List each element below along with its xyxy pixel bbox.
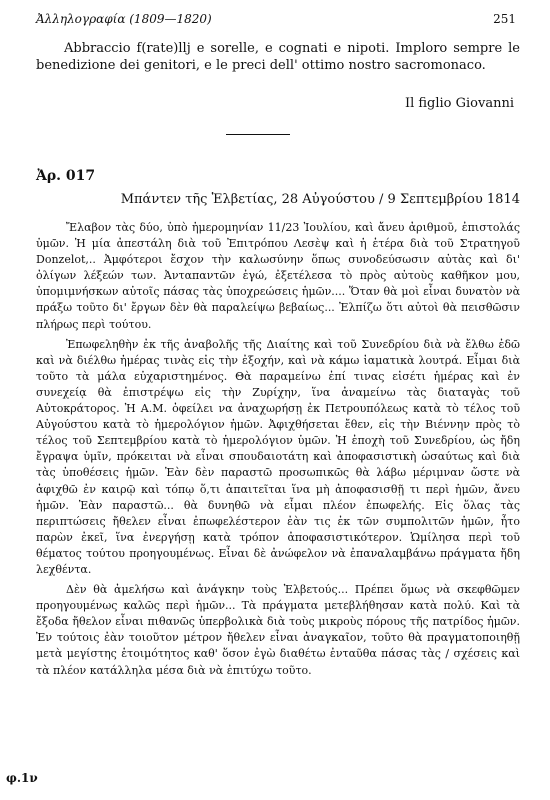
- margin-folio-note: φ.1ν: [6, 771, 38, 785]
- letter-paragraph: Ἐπωφεληθὴν ἐκ τῆς ἀναβολῆς τῆς Διαίτης καὶ τοῦ Συνεδρίου διὰ νὰ ἔλθω ἐδῶ καὶ νὰ διέλθω ἡμέρας τινὰς εἰς τὴν ἐξοχήν, καὶ νὰ κάμω ἰαματικὰ λουτρά. Εἶμαι διὰ τοῦτο τὰ μάλα εὐχαριστημένος. Θὰ παραμείνω ἐπί τινας εἰσέτι ἡμέρας καὶ ἐν συνεχείᾳ θὰ ἐπιστρέψω εἰς τὴν Ζυρίχην, ἵνα ἀναμείνω τὰς διαταγὰς τοῦ Αὐτοκράτορος. Ἡ Α.Μ. ὀφείλει να ἀναχωρήσῃ ἐκ Πετρουπόλεως κατὰ τὸ τέλος τοῦ Αὐγούστου κατὰ τὸ ἡμερολόγιον ἡμῶν. Ἀφιχθήσεται ἔθεν, εἰς τὴν Βιέννην πρὸς τὸ τέλος τοῦ Σεπτεμβρίου κατὰ τὸ ἡμερολόγιον ὑμῶν. Ἡ ἐποχὴ τοῦ Συνεδρίου, ὡς ἤδη ἔγραψα ὑμῖν, πρόκειται νὰ εἶναι σπουδαιοτάτη καὶ ἀποφασιστικὴ ὡσαύτως καὶ διὰ τὰς ὑποθέσεις ἡμῶν. Ἐὰν δὲν παραστῶ προσωπικῶς θὰ λάβω μέριμναν ὥστε νὰ ἀφιχθῶ ἐν καιρῷ καὶ τόπῳ ὅ,τι ἀπαιτεῖται ἵνα μὴ ἀποφασισθῇ τι περὶ ἡμῶν, ἄνευ ἡμῶν. Ἐὰν παραστῶ... θὰ δυνηθῶ νὰ εἶμαι πλέον ἐπωφελής. Εἰς ὅλας τὰς περιπτώσεις ἤθελεν εἶναι ἐπωφελέστερον ἐὰν τις ἐκ τῶν συμπολιτῶν ἡμῶν, ἦτο παρὼν ἐκεῖ, ἵνα ἐνεργήσῃ κατὰ τρόπον ἀποφασιστικότερον. Ὡμίλησα περὶ τοῦ θέματος τούτου προηγουμένως. Εἶναι δὲ ἀνώφελον νὰ ἐπαναλαμβάνω πράγματα ἤδη λεχθέντα.: [36, 337, 520, 576]
- letter-body: [36, 220, 520, 679]
- letter-number: Ἀρ. 017: [36, 168, 96, 184]
- page-number: 251: [493, 12, 516, 26]
- closing-paragraph: Abbraccio f(rate)llj e sorelle, e cognati e nipoti. Imploro sempre le benedizione dei genitori, e le preci dell' ottimo nostro sacromonaco.: [36, 41, 520, 73]
- running-head-title: Ἀλληλογραφία (1809—1820): [36, 12, 212, 26]
- section-divider: [226, 134, 290, 135]
- running-head: [36, 12, 516, 26]
- previous-letter-closing: [36, 40, 520, 74]
- letter-paragraph: Ἔλαβον τὰς δύο, ὑπὸ ἡμερομηνίαν 11/23 Ἰουλίου, καὶ ἄνευ ἀριθμοῦ, ἐπιστολάς ὑμῶν. Ἡ μία ἀπεστάλη διὰ τοῦ Ἐπιτρόπου Λεσὲψ καὶ ἡ ἑτέρα διὰ τοῦ Στρατηγοῦ Donzelot,.. Ἀμφότεροι ἔσχον τὴν καλωσύνην ὅπως συνοδεύσωσιν αὐτὰς καὶ δι' ὀλίγων λέξεών των. Ἀνταπαντῶν ἐγώ, ἐξετέλεσα τὸ πρὸς αὐτοὺς καθῆκον μου, ὑπομιμνήσκων αὐτοῖς πάσας τὰς ὑποχρεώσεις ἡμῶν.... Ὅταν θὰ μοὶ εἶναι δυνατὸν νὰ πράξω τοῦτο δι' ἔργων δὲν θὰ παραλείψω βεβαίως... Ἐλπίζω ὅτι αὐτοὶ θὰ πεισθῶσιν πλήρως περὶ τούτου.: [36, 221, 520, 331]
- letter-dateline: Μπάντεν τῆς Ἑλβετίας, 28 Αὐγούστου / 9 Σεπτεμβρίου 1814: [120, 192, 520, 207]
- signature: Il figlio Giovanni: [404, 96, 514, 111]
- letter-paragraph: Δὲν θὰ ἀμελήσω καὶ ἀνάγκην τοὺς Ἑλβετούς... Πρέπει ὅμως νὰ σκεφθῶμεν προηγουμένως καλῶς περὶ ἡμῶν... Τὰ πράγματα μετεβλήθησαν κατὰ πολύ. Καὶ τὰ ἔξοδα ἤθελον εἶναι πιθανῶς ὑπερβολικὰ διὰ τοὺς μικροὺς πόρους τῆς πατρίδος ἡμῶν. Ἐν τούτοις ἐὰν τοιοῦτον μέτρον ἤθελεν εἶναι ἀναγκαῖον, τοῦτο θὰ πραγματοποιηθῇ μετὰ μεγίστης ἑτοιμότητος καθ' ὅσον ἐγὼ διαθέτω ἐνταῦθα πάσας τὰς / σχέσεις καὶ τὰ πλέον κατάλληλα μέσα διὰ νὰ ἐπιτύχω τοῦτο.: [36, 583, 520, 677]
